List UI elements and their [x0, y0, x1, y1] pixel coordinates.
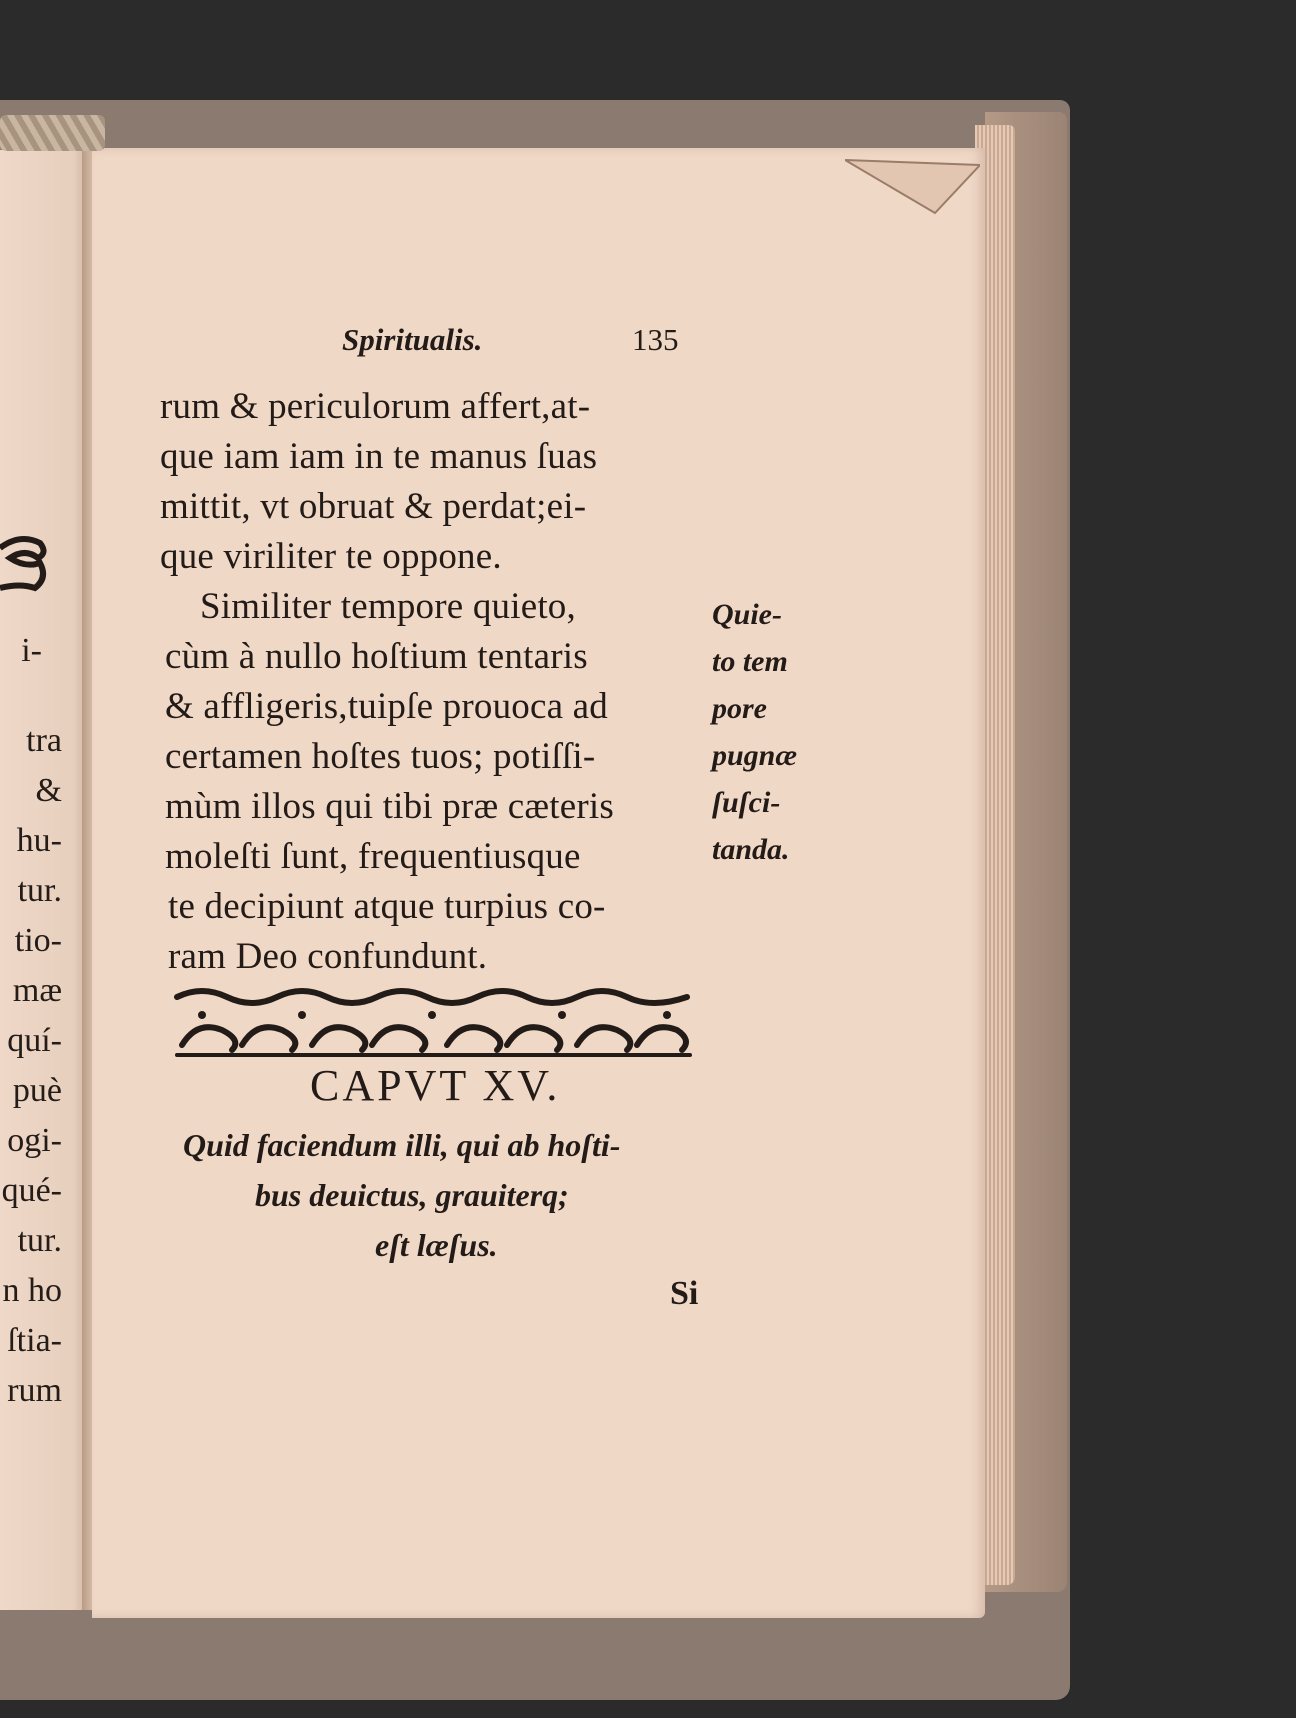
left-fragment: tur. [17, 1222, 62, 1259]
margin-note-line: to tem [712, 645, 788, 678]
left-fragment: rum [7, 1372, 62, 1409]
left-fragment: & [35, 772, 62, 809]
page-number: 135 [632, 322, 679, 357]
previous-page [0, 150, 92, 1610]
left-fragment: puè [12, 1072, 62, 1109]
headpiece-ornament-icon [172, 985, 695, 1060]
chapter-subtitle-line: eſt læſus. [375, 1227, 498, 1263]
margin-note-line: ſuſci- [712, 786, 781, 819]
body-line: que iam iam in te manus ſuas [160, 436, 598, 477]
body-line: certamen hoſtes tuos; potiſſi- [165, 736, 596, 777]
left-ornament-icon [0, 528, 50, 598]
body-line: & affligeris,tuipſe prouoca ad [165, 686, 609, 727]
left-fragment: ſtia- [7, 1322, 62, 1359]
current-page [92, 148, 985, 1618]
chapter-subtitle-line: Quid faciendum illi, qui ab hoſti- [183, 1127, 621, 1163]
chapter-heading: CAPVT XV. [310, 1061, 561, 1110]
catchword: Si [670, 1275, 699, 1312]
chapter-subtitle-line: bus deuictus, grauiterq; [255, 1177, 569, 1213]
body-line: que viriliter te oppone. [160, 536, 502, 577]
body-line: moleſti ſunt, frequentiusque [165, 836, 581, 877]
margin-note-line: pugnæ [712, 739, 798, 772]
left-fragment: n ho [2, 1272, 62, 1309]
running-header: Spiritualis. [342, 322, 483, 357]
margin-note-line: pore [712, 692, 767, 725]
left-fragment: tur. [17, 872, 62, 909]
body-line: rum & periculorum affert,at- [160, 386, 591, 427]
left-fragment: tio- [14, 922, 62, 959]
body-line: ram Deo confundunt. [168, 936, 488, 977]
left-fragment: i- [21, 632, 42, 669]
margin-note-line: tanda. [712, 833, 790, 866]
body-line: mittit, vt obruat & perdat;ei- [160, 486, 587, 527]
left-fragment: qué- [1, 1172, 62, 1209]
left-fragment: ogi- [7, 1122, 62, 1159]
left-fragment: hu- [16, 822, 62, 859]
folded-corner-icon [845, 155, 980, 215]
bookmark-ribbon [0, 115, 105, 151]
body-line: Similiter tempore quieto, [200, 586, 576, 627]
left-fragment: tra [26, 722, 62, 759]
left-fragment: mæ [12, 972, 62, 1009]
body-line: mùm illos qui tibi præ cæteris [165, 786, 614, 827]
margin-note-line: Quie- [712, 598, 782, 631]
body-line: cùm à nullo hoſtium tentaris [165, 636, 588, 677]
left-fragment: quí- [7, 1022, 62, 1059]
body-line: te decipiunt atque turpius co- [168, 886, 606, 927]
